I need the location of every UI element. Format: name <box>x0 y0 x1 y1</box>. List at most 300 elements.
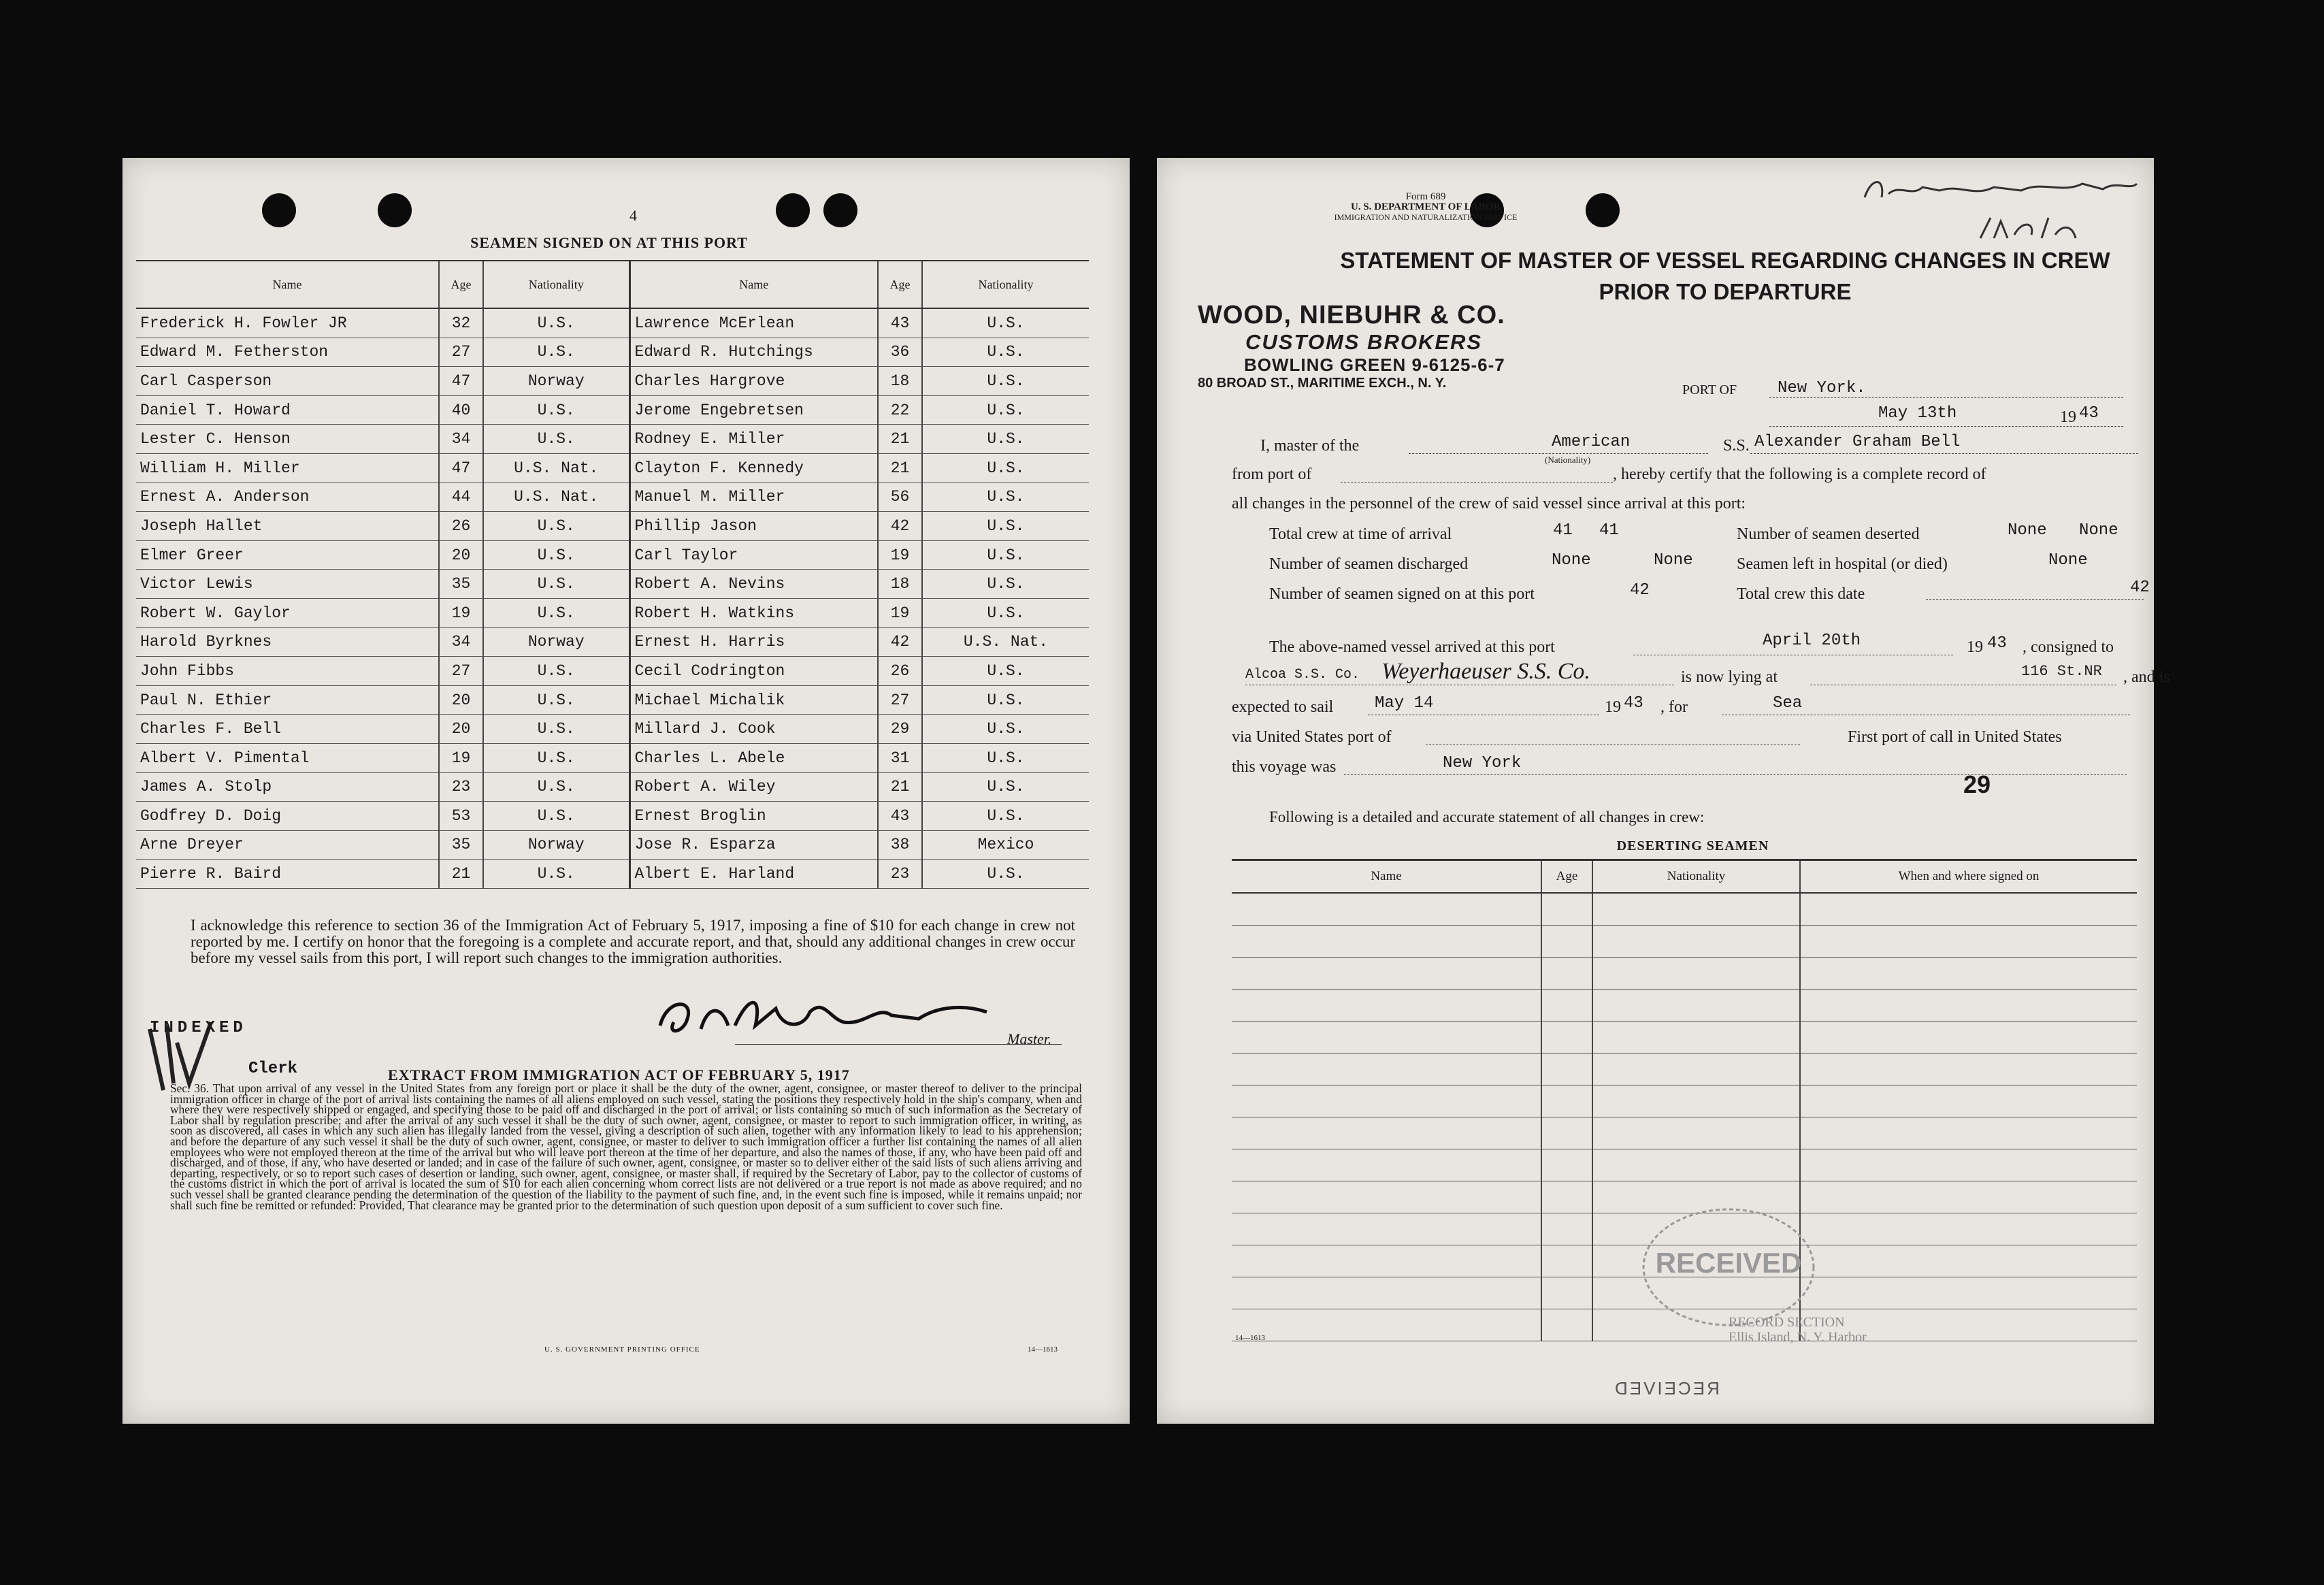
seaman-nationality: U.S. <box>483 395 629 425</box>
deserting-cell <box>1592 1022 1800 1053</box>
seaman-name: William H. Miller <box>136 453 439 483</box>
deserting-cell <box>1541 1245 1592 1277</box>
deserting-cell <box>1800 1149 2137 1181</box>
deserting-cell <box>1541 1181 1592 1213</box>
table-row <box>136 338 1089 367</box>
deserting-cell <box>1541 1213 1592 1245</box>
seaman-nationality: U.S. Nat. <box>483 483 629 512</box>
deserting-cell <box>1232 893 1541 926</box>
punch-hole <box>262 193 296 227</box>
seaman-nationality: U.S. <box>483 425 629 454</box>
table-row <box>136 425 1089 454</box>
form-code-right: 14—1613 <box>1235 1334 1265 1342</box>
seaman-nationality: U.S. <box>483 772 629 802</box>
seaman-age: 19 <box>439 743 483 772</box>
deserting-cell <box>1800 1022 2137 1053</box>
deserted-value: None <box>2008 521 2047 540</box>
seaman-nationality: U.S. <box>922 860 1089 889</box>
seaman-age: 36 <box>878 338 922 367</box>
deserting-cell <box>1800 1181 2137 1213</box>
col-nationality: Nationality <box>922 261 1089 308</box>
seaman-name: John Fibbs <box>136 657 439 686</box>
deserting-cell <box>1541 1149 1592 1181</box>
broker-role: CUSTOMS BROKERS <box>1245 330 1483 354</box>
seaman-age: 56 <box>878 483 922 512</box>
from-port-label: from port of <box>1232 465 1312 483</box>
seaman-name: Clayton F. Kennedy <box>629 453 878 483</box>
seaman-age: 20 <box>439 715 483 744</box>
underline <box>1341 482 1613 483</box>
table-row <box>136 367 1089 396</box>
year-prefix: 19 <box>2060 408 2076 426</box>
port-label: PORT OF <box>1682 382 1737 397</box>
seaman-age: 19 <box>439 598 483 627</box>
table-row <box>136 715 1089 744</box>
deserting-cell <box>1232 1149 1541 1181</box>
seaman-nationality: U.S. <box>483 802 629 831</box>
seaman-name: Godfrey D. Doig <box>136 802 439 831</box>
seaman-name: Jerome Engebretsen <box>629 395 878 425</box>
seaman-name: Harold Byrknes <box>136 627 439 657</box>
seaman-nationality: U.S. <box>483 715 629 744</box>
seaman-nationality: U.S. <box>483 743 629 772</box>
seaman-name: Elmer Greer <box>136 540 439 570</box>
table-row <box>1232 1085 2137 1117</box>
seaman-age: 20 <box>439 685 483 715</box>
deserting-cell <box>1800 1117 2137 1149</box>
certify-text: , hereby certify that the following is a complete record of <box>1613 465 1986 483</box>
indexed-stamp: INDEXED <box>150 1019 247 1037</box>
seaman-name: Pierre R. Baird <box>136 860 439 889</box>
master-label: Master. <box>1007 1030 1052 1047</box>
table-row <box>1232 1117 2137 1149</box>
table-row <box>136 570 1089 599</box>
seaman-age: 35 <box>439 830 483 860</box>
form-title-line1: STATEMENT OF MASTER OF VESSEL REGARDING CHANGES IN CREW <box>1340 248 2110 273</box>
table-row <box>136 657 1089 686</box>
nationality-value: American <box>1552 433 1631 451</box>
deserting-cell <box>1592 1085 1800 1117</box>
seaman-age: 26 <box>439 512 483 541</box>
seaman-age: 31 <box>878 743 922 772</box>
left-page <box>122 158 1130 1424</box>
deserting-cell <box>1541 1053 1592 1085</box>
table-row <box>136 685 1089 715</box>
col-age: Age <box>439 261 483 308</box>
seaman-nationality: Norway <box>483 627 629 657</box>
seaman-age: 42 <box>878 512 922 541</box>
seaman-age: 47 <box>439 367 483 396</box>
deserting-cell <box>1232 1053 1541 1085</box>
seaman-nationality: Mexico <box>922 830 1089 860</box>
deserting-cell <box>1800 893 2137 926</box>
seaman-age: 23 <box>878 860 922 889</box>
expected-value: May 14 <box>1375 694 1434 713</box>
voyage-label: this voyage was <box>1232 758 1337 776</box>
underline <box>1344 774 2127 775</box>
acknowledgment-text: I acknowledge this reference to section 36 of the Immigration Act of February 5, 1917, imposing a fine of $10 for each change in crew not reported by me. I certify on honor that the foregoing is a complete and accurate report, and that, should any additional changes in crew occur before my vessel sails from this port, I will report such changes to the immigration authorities. <box>191 917 1075 966</box>
signed-on-label: Number of seamen signed on at this port <box>1269 585 1535 603</box>
seaman-age: 40 <box>439 395 483 425</box>
table-row <box>1232 958 2137 990</box>
seaman-name: Lester C. Henson <box>136 425 439 454</box>
for-value: Sea <box>1773 694 1803 713</box>
seaman-nationality: U.S. <box>922 743 1089 772</box>
form-title-line2: PRIOR TO DEPARTURE <box>1599 279 1852 304</box>
seaman-age: 21 <box>439 860 483 889</box>
voyage-value: New York <box>1443 754 1522 772</box>
table-row <box>136 802 1089 831</box>
mirrored-received-text: RECEIVED <box>1613 1378 1720 1399</box>
deserting-cell <box>1541 893 1592 926</box>
and-is-label: , and is <box>2123 668 2170 686</box>
certify-text2: all changes in the personnel of the crew of said vessel since arrival at this port: <box>1232 495 1746 512</box>
col-name: Name <box>629 261 878 308</box>
expected-year-prefix: 19 <box>1605 698 1621 716</box>
form-header <box>1157 192 1579 223</box>
seaman-age: 27 <box>439 657 483 686</box>
seaman-nationality: Norway <box>483 830 629 860</box>
deserting-cell <box>1800 1213 2137 1245</box>
total-arrival-value: 41 <box>1553 521 1573 540</box>
received-footer-line2: Ellis Island, N. Y. Harbor <box>1729 1330 1867 1345</box>
seaman-nationality: U.S. <box>483 512 629 541</box>
seaman-nationality: U.S. <box>483 860 629 889</box>
extract-text: Sec. 36. That upon arrival of any vessel in the United States from any foreign port or place it shall be the duty of the owner, agent, consignee, or master thereof to deliver to the principal immigration officer in charge of the port of arrival lists containing the names of all aliens employed on such vessel, stating the positions they respectively hold in the ship's company, when and where they were respectively shipped or engaged, and specifying those to be paid off and discharged in the port of arrival; or lists containing so much of such information as the Secretary of Labor shall by regulation prescribe; and after the arrival of any such vessel it shall be the duty of such owner, agent, consignee, or master to report to such immigration officer, in writing, as soon as discovered, all cases in which any such alien has illegally landed from the vessel, giving a description of such alien, together with any information likely to lead to his apprehension; and before the departure of any such vessel it shall be the duty of such owner, agent, consignee, or master to deliver to such immigration officer a further list containing the names of all alien employees who were not employed thereon at the time of the arrival but who will leave port thereon at the time of her departure, and also the names of those, if any, who have been paid off and discharged, and of those, if any, who have deserted or landed; and in case of the failure of such owner, agent, consignee, or master so to deliver either of the said lists of such aliens arriving and departing, respectively, or so to report such cases of desertion or landing, such owner, agent, consignee, or master shall, if required by the Secretary of Labor, pay to the collector of customs of the customs district in which the port of arrival is located the sum of $10 for each alien concerning whom correct lists are not delivered or a true report is not made as above required; and no such vessel shall be granted clearance pending the determination of the question of the liability to the payment of such fine, and, in the event such fine is imposed, while it remains unpaid; nor shall such fine be remitted or refunded: Provided, That clearance may be granted prior to the determination of such question upon deposit of a sum sufficient to cover such fine. <box>170 1081 1082 1212</box>
seaman-name: Daniel T. Howard <box>136 395 439 425</box>
deserting-cell <box>1232 1022 1541 1053</box>
seaman-name: Albert E. Harland <box>629 860 878 889</box>
lying-value: 116 St.NR <box>2021 663 2102 680</box>
col-name: Name <box>136 261 439 308</box>
seaman-nationality: U.S. <box>922 512 1089 541</box>
table-row <box>1232 1053 2137 1085</box>
table-row <box>136 540 1089 570</box>
deserting-cell <box>1541 926 1592 958</box>
discharged-value: None <box>1552 551 1591 570</box>
broker-stamp <box>1198 301 1505 391</box>
deserting-cell <box>1232 1085 1541 1117</box>
table-row <box>136 598 1089 627</box>
seaman-nationality: U.S. <box>922 685 1089 715</box>
seaman-name: Arne Dreyer <box>136 830 439 860</box>
expected-label: expected to sail <box>1232 698 1334 716</box>
seaman-age: 35 <box>439 570 483 599</box>
master-signature <box>647 992 1000 1043</box>
table-row <box>1232 926 2137 958</box>
seaman-age: 21 <box>878 425 922 454</box>
discharged-label: Number of seamen discharged <box>1269 555 1469 573</box>
deserting-cell <box>1592 893 1800 926</box>
seaman-age: 27 <box>439 338 483 367</box>
seaman-age: 21 <box>878 453 922 483</box>
seaman-age: 18 <box>878 367 922 396</box>
master-of-label: I, master of the <box>1260 437 1360 455</box>
total-date-value: 42 <box>2130 578 2150 597</box>
total-arrival-value2: 41 <box>1599 521 1619 540</box>
ss-label: S.S. <box>1723 437 1750 455</box>
seaman-nationality: Norway <box>483 367 629 396</box>
deserting-cell <box>1541 1022 1592 1053</box>
seaman-nationality: U.S. <box>483 308 629 338</box>
table-row <box>136 512 1089 541</box>
deserted-label: Number of seamen deserted <box>1737 525 1920 543</box>
seaman-name: Ernest H. Harris <box>629 627 878 657</box>
seamen-table-header <box>136 261 1089 308</box>
deserting-cell <box>1232 1181 1541 1213</box>
total-date-label: Total crew this date <box>1737 585 1865 603</box>
seaman-nationality: U.S. <box>922 395 1089 425</box>
seaman-nationality: U.S. <box>922 657 1089 686</box>
discharged-value2: None <box>1654 551 1693 570</box>
expected-year: 43 <box>1624 694 1643 713</box>
seaman-nationality: U.S. <box>922 802 1089 831</box>
deserting-cell <box>1232 1245 1541 1277</box>
seaman-age: 19 <box>878 598 922 627</box>
seaman-name: Ernest Broglin <box>629 802 878 831</box>
changes-label: Following is a detailed and accurate statement of all changes in crew: <box>1269 808 1705 826</box>
signed-on-value: 42 <box>1630 581 1650 600</box>
deserted-value2: None <box>2079 521 2118 540</box>
deserting-cell <box>1592 958 1800 990</box>
table-row <box>136 830 1089 860</box>
deserting-cell <box>1232 1277 1541 1309</box>
seaman-name: Michael Michalik <box>629 685 878 715</box>
col-age: Age <box>1541 860 1592 894</box>
arrived-label: The above-named vessel arrived at this port <box>1269 638 1555 656</box>
broker-phone: BOWLING GREEN 9-6125-6-7 <box>1244 355 1505 375</box>
seaman-age: 19 <box>878 540 922 570</box>
seaman-name: Jose R. Esparza <box>629 830 878 860</box>
seaman-age: 42 <box>878 627 922 657</box>
seaman-name: Robert W. Gaylor <box>136 598 439 627</box>
seaman-nationality: U.S. <box>483 598 629 627</box>
for-label: , for <box>1660 698 1688 716</box>
deserting-title: DESERTING SEAMEN <box>1616 838 1769 853</box>
seaman-name: Paul N. Ethier <box>136 685 439 715</box>
printing-office: U. S. GOVERNMENT PRINTING OFFICE <box>544 1345 700 1354</box>
broker-name: WOOD, NIEBUHR & CO. <box>1198 301 1505 329</box>
col-nationality: Nationality <box>1592 860 1800 894</box>
deserting-cell <box>1541 958 1592 990</box>
deserting-cell <box>1541 1277 1592 1309</box>
port-value: New York. <box>1778 379 1866 397</box>
broker-address: 80 BROAD ST., MARITIME EXCH., N. Y. <box>1198 376 1447 391</box>
seaman-age: 32 <box>439 308 483 338</box>
seaman-age: 43 <box>878 802 922 831</box>
consignee: Alcoa S.S. Co. <box>1245 667 1360 683</box>
seaman-nationality: U.S. <box>483 570 629 599</box>
consignee-handwritten: Weyerhaeuser S.S. Co. <box>1381 659 1590 684</box>
seaman-name: Robert A. Nevins <box>629 570 878 599</box>
seaman-name: Frederick H. Fowler JR <box>136 308 439 338</box>
seaman-name: Manuel M. Miller <box>629 483 878 512</box>
col-nationality: Nationality <box>483 261 629 308</box>
seaman-nationality: U.S. <box>483 657 629 686</box>
seaman-name: Rodney E. Miller <box>629 425 878 454</box>
seaman-name: Edward M. Fetherston <box>136 338 439 367</box>
deserting-cell <box>1232 1117 1541 1149</box>
deserting-cell <box>1232 1213 1541 1245</box>
extract-title: EXTRACT FROM IMMIGRATION ACT OF FEBRUARY 5, 1917 <box>388 1066 850 1083</box>
deserting-cell <box>1232 1309 1541 1341</box>
arrived-year-prefix: 19 <box>1967 638 1983 656</box>
punch-hole <box>776 193 810 227</box>
seaman-name: Ernest A. Anderson <box>136 483 439 512</box>
table-row <box>1232 1022 2137 1053</box>
seaman-nationality: U.S. <box>483 338 629 367</box>
total-arrival-label: Total crew at time of arrival <box>1269 525 1452 543</box>
deserting-cell <box>1592 926 1800 958</box>
deserting-cell <box>1800 1085 2137 1117</box>
col-when-where: When and where signed on <box>1800 860 2137 894</box>
seaman-nationality: U.S. <box>483 540 629 570</box>
seaman-age: 44 <box>439 483 483 512</box>
form-title <box>1157 245 2137 308</box>
year-value: 43 <box>2079 404 2099 423</box>
deserting-cell <box>1800 1245 2137 1277</box>
seaman-name: Albert V. Pimental <box>136 743 439 772</box>
seaman-nationality: U.S. <box>922 715 1089 744</box>
received-footer <box>1729 1315 1867 1345</box>
seaman-name: Charles Hargrove <box>629 367 878 396</box>
deserting-cell <box>1592 1149 1800 1181</box>
seamen-table-body <box>136 308 1089 888</box>
punch-hole <box>1586 193 1620 227</box>
seaman-nationality: U.S. <box>922 367 1089 396</box>
seaman-name: James A. Stolp <box>136 772 439 802</box>
underline <box>1409 453 1708 454</box>
nationality-caption: (Nationality) <box>1545 455 1591 465</box>
form-code-left: 14—1613 <box>1028 1345 1058 1354</box>
seaman-name: Robert H. Watkins <box>629 598 878 627</box>
seaman-nationality: U.S. <box>922 308 1089 338</box>
arrived-year: 43 <box>1987 634 2007 653</box>
underline <box>1769 426 2123 427</box>
seaman-name: Millard J. Cook <box>629 715 878 744</box>
seaman-nationality: U.S. <box>922 425 1089 454</box>
seaman-name: Robert A. Wiley <box>629 772 878 802</box>
col-name: Name <box>1232 860 1541 894</box>
seaman-nationality: U.S. <box>922 338 1089 367</box>
table-row <box>1232 893 2137 926</box>
vessel-name: Alexander Graham Bell <box>1754 433 1961 451</box>
seaman-name: Victor Lewis <box>136 570 439 599</box>
seaman-nationality: U.S. <box>483 685 629 715</box>
seaman-nationality: U.S. <box>922 540 1089 570</box>
deserting-cell <box>1232 990 1541 1022</box>
received-footer-line1: RECORD SECTION <box>1729 1315 1845 1330</box>
deserting-cell <box>1800 1277 2137 1309</box>
table-row <box>136 860 1089 889</box>
underline <box>1926 599 2144 600</box>
seaman-age: 38 <box>878 830 922 860</box>
seaman-nationality: U.S. Nat. <box>922 627 1089 657</box>
table-row <box>136 772 1089 802</box>
seaman-age: 34 <box>439 627 483 657</box>
seaman-name: Joseph Hallet <box>136 512 439 541</box>
table-row <box>136 483 1089 512</box>
deserting-cell <box>1232 926 1541 958</box>
table-row <box>136 743 1089 772</box>
seamen-signed-title: SEAMEN SIGNED ON AT THIS PORT <box>470 234 748 251</box>
seaman-age: 18 <box>878 570 922 599</box>
seaman-nationality: U.S. <box>922 598 1089 627</box>
seamen-table <box>136 260 1089 889</box>
seaman-age: 34 <box>439 425 483 454</box>
handwritten-number: 29 <box>1963 770 1991 798</box>
seaman-nationality: U.S. <box>922 570 1089 599</box>
right-page <box>1157 158 2170 1424</box>
deserting-cell <box>1541 1085 1592 1117</box>
col-age: Age <box>878 261 922 308</box>
via-label: via United States port of <box>1232 728 1392 746</box>
seaman-name: Phillip Jason <box>629 512 878 541</box>
seaman-age: 21 <box>878 772 922 802</box>
deserting-cell <box>1800 926 2137 958</box>
received-stamp-text: RECEIVED <box>1655 1247 1802 1279</box>
seaman-age: 22 <box>878 395 922 425</box>
first-port-label: First port of call in United States <box>1848 728 2062 746</box>
page-number: 4 <box>629 207 637 224</box>
table-row <box>136 627 1089 657</box>
form-number: Form 689 <box>1405 191 1446 202</box>
deserting-cell <box>1592 1117 1800 1149</box>
deserting-cell <box>1800 990 2137 1022</box>
underline <box>1750 453 2138 454</box>
clerk-label: Clerk <box>248 1060 298 1078</box>
table-row <box>1232 990 2137 1022</box>
seaman-age: 20 <box>439 540 483 570</box>
department: U. S. DEPARTMENT OF LABOR <box>1350 201 1501 212</box>
seaman-name: Carl Taylor <box>629 540 878 570</box>
punch-hole <box>823 193 857 227</box>
arrived-date: April 20th <box>1763 632 1861 650</box>
seaman-age: 23 <box>439 772 483 802</box>
deserting-table-header <box>1232 860 2137 894</box>
deserting-cell <box>1592 990 1800 1022</box>
date-value: May 13th <box>1878 404 1957 423</box>
hospital-label: Seamen left in hospital (or died) <box>1737 555 1948 573</box>
seaman-nationality: U.S. <box>922 483 1089 512</box>
seaman-age: 26 <box>878 657 922 686</box>
hospital-value: None <box>2048 551 2088 570</box>
seaman-age: 47 <box>439 453 483 483</box>
seaman-nationality: U.S. Nat. <box>483 453 629 483</box>
service: IMMIGRATION AND NATURALIZATION SERVICE <box>1334 212 1518 222</box>
seaman-age: 29 <box>878 715 922 744</box>
consigned-label: , consigned to <box>2023 638 2114 656</box>
seaman-age: 53 <box>439 802 483 831</box>
seaman-age: 43 <box>878 308 922 338</box>
seaman-name: Lawrence McErlean <box>629 308 878 338</box>
deserting-cell <box>1800 958 2137 990</box>
lying-label: is now lying at <box>1681 668 1778 686</box>
underline <box>1769 397 2123 398</box>
seaman-name: Charles F. Bell <box>136 715 439 744</box>
seaman-age: 27 <box>878 685 922 715</box>
seaman-name: Cecil Codrington <box>629 657 878 686</box>
seaman-nationality: U.S. <box>922 772 1089 802</box>
deserting-cell <box>1541 1309 1592 1341</box>
seaman-name: Charles L. Abele <box>629 743 878 772</box>
table-row <box>1232 1149 2137 1181</box>
deserting-cell <box>1232 958 1541 990</box>
deserting-cell <box>1541 990 1592 1022</box>
deserting-cell <box>1592 1053 1800 1085</box>
seaman-name: Edward R. Hutchings <box>629 338 878 367</box>
table-row <box>136 395 1089 425</box>
